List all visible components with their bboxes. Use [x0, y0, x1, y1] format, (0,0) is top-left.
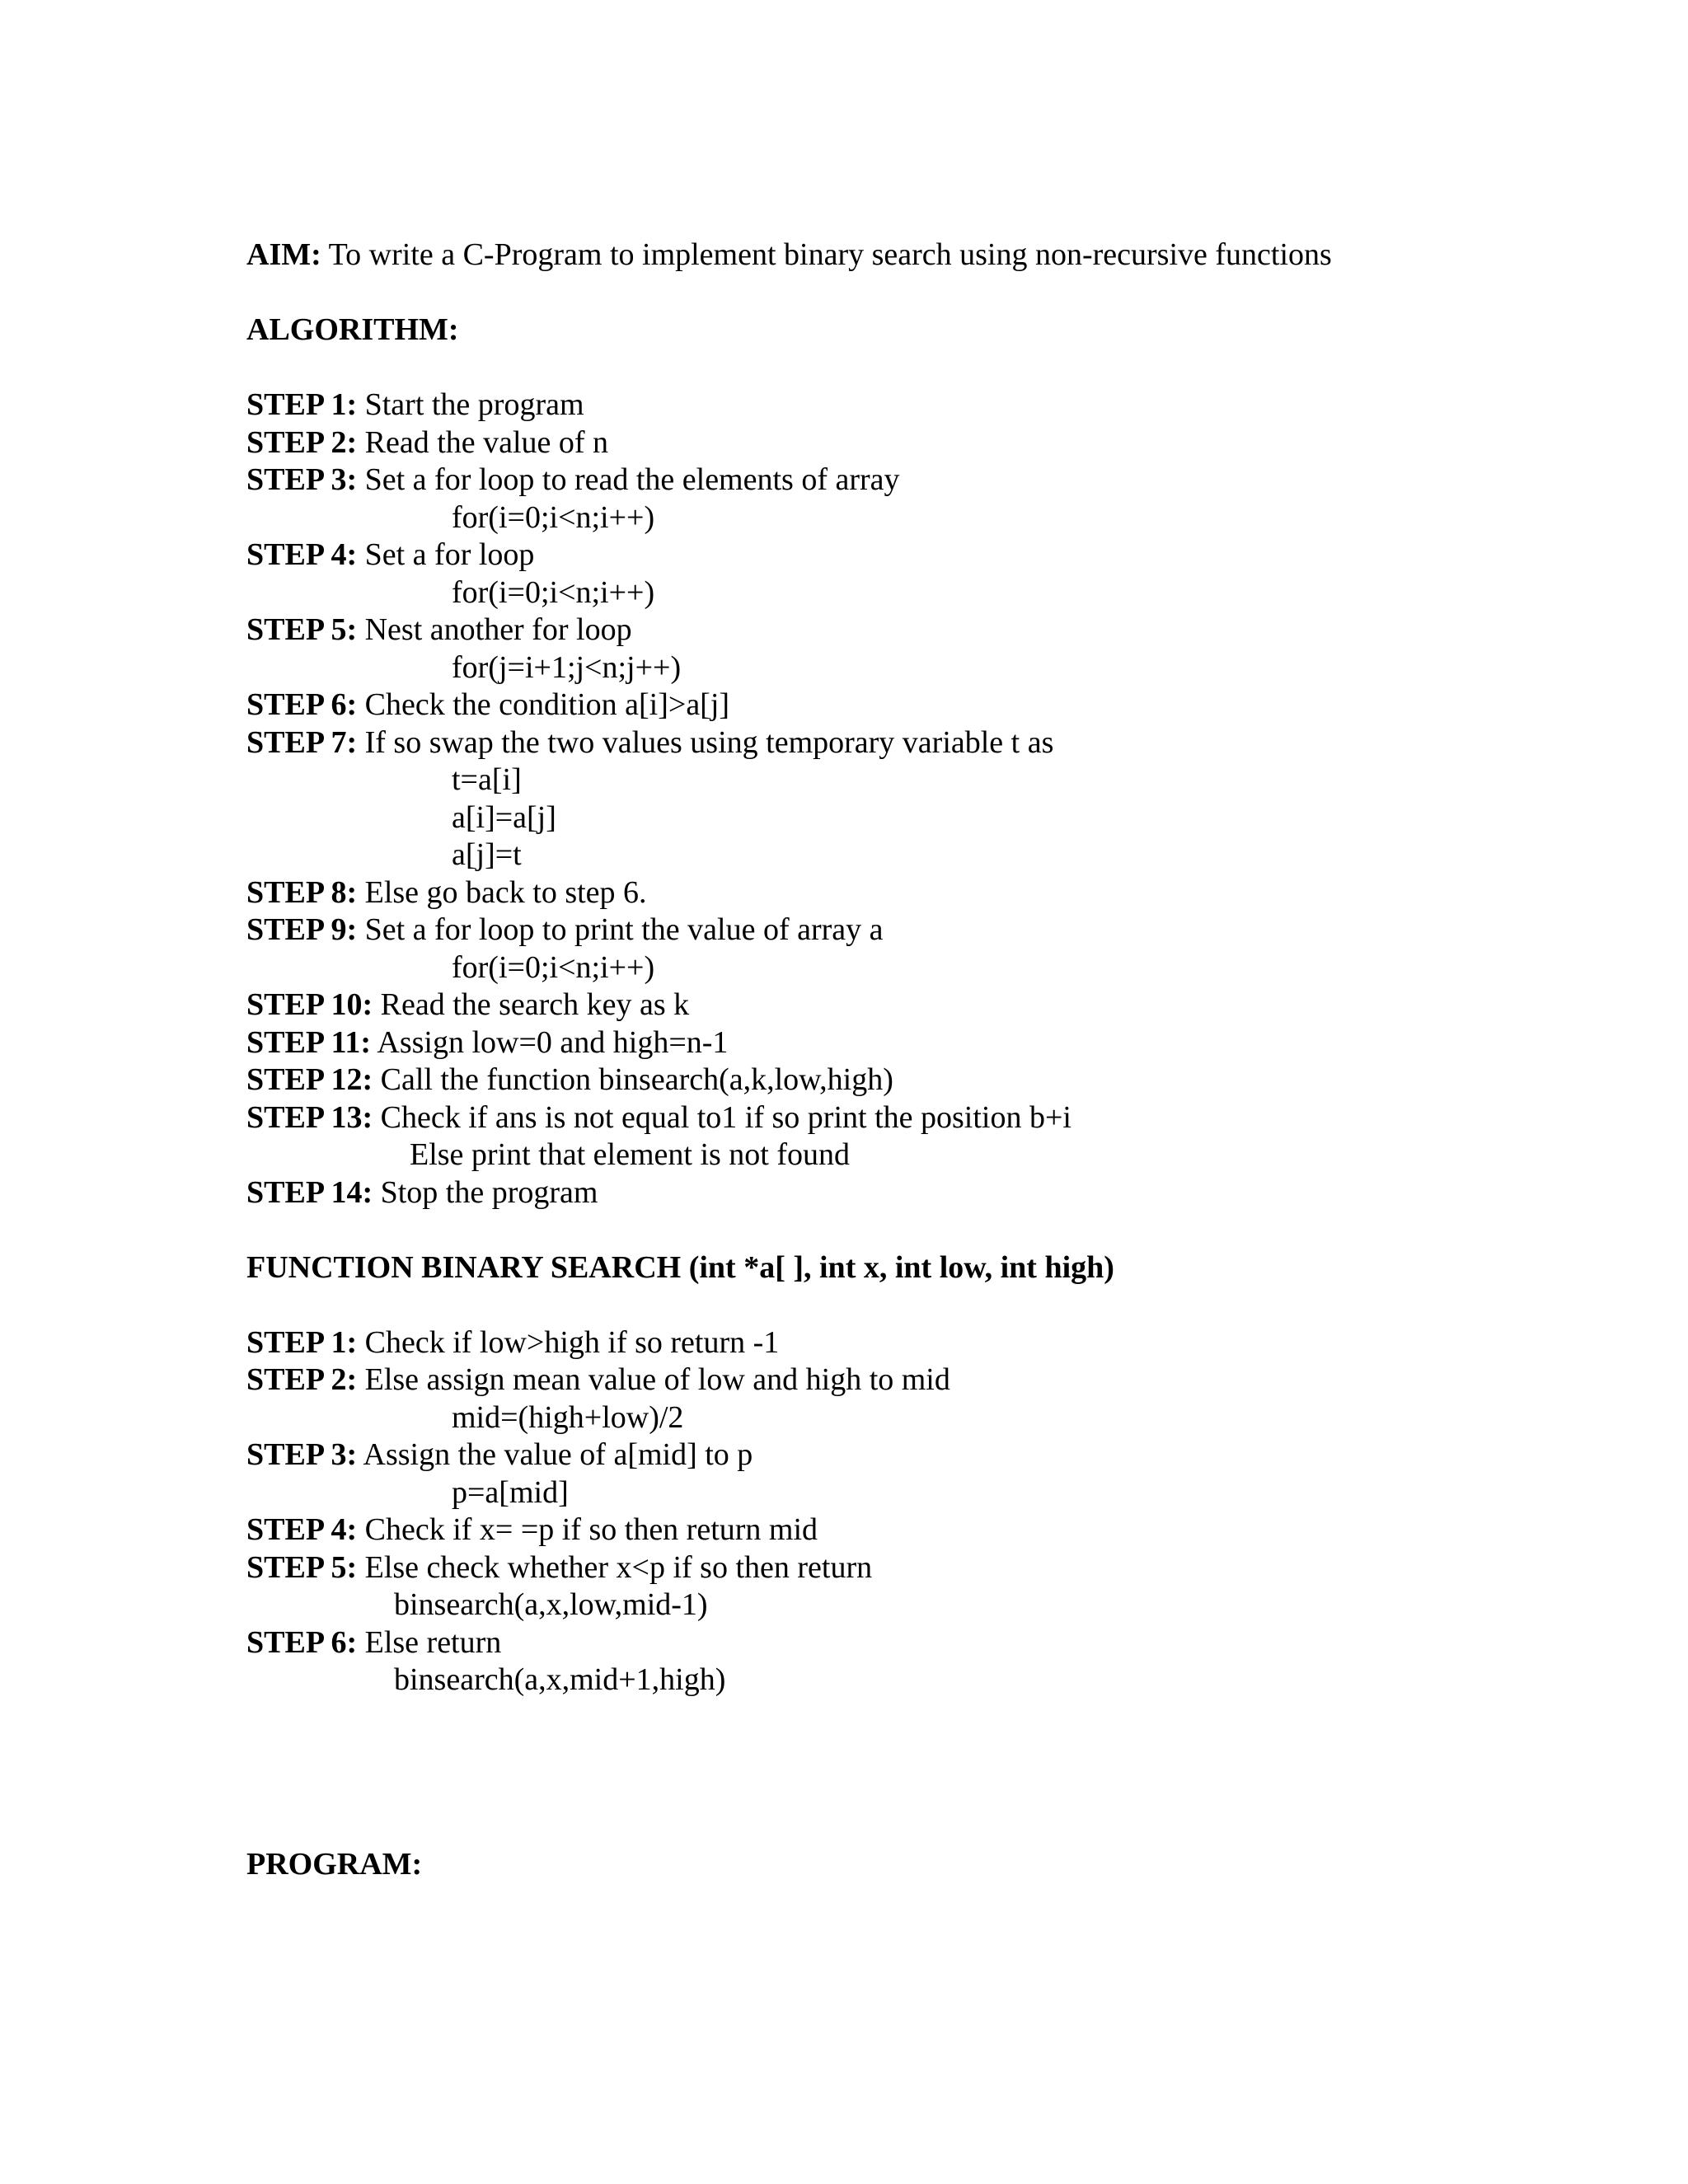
step-code: for(i=0;i<n;i++) — [452, 500, 655, 535]
step-text: Call the function binsearch(a,k,low,high) — [373, 1062, 893, 1097]
step-label: STEP 9: — [246, 912, 358, 947]
step-label: STEP 1: — [246, 387, 358, 422]
step-line — [246, 874, 647, 912]
function-step-line — [246, 1361, 950, 1399]
step-code: t=a[i] — [452, 762, 522, 797]
step-code: a[j]=t — [452, 837, 522, 872]
function-step-code: mid=(high+low)/2 — [452, 1400, 684, 1435]
step-label: STEP 3: — [246, 462, 358, 497]
step-text: If so swap the two values using temporary variable t as — [357, 725, 1054, 760]
aim-text: To write a C-Program to implement binary search using non-recursive functions — [321, 237, 1332, 272]
step-line — [246, 686, 729, 724]
function-step-label: STEP 4: — [246, 1512, 358, 1547]
function-step-text: Else check whether x<p if so then return — [357, 1550, 873, 1585]
step-line — [246, 1061, 893, 1099]
step-text: Set a for loop — [357, 537, 535, 572]
step-line — [246, 911, 884, 949]
step-code: Else print that element is not found — [410, 1137, 851, 1172]
step-label: STEP 6: — [246, 687, 358, 722]
function-step-line — [246, 1324, 779, 1361]
step-text: Set a for loop to print the value of array a — [357, 912, 884, 947]
function-step-label: STEP 3: — [246, 1437, 358, 1472]
function-step-line — [246, 1436, 753, 1474]
step-code: for(i=0;i<n;i++) — [452, 575, 655, 610]
step-text: Read the search key as k — [373, 987, 690, 1022]
step-line — [246, 986, 689, 1024]
step-label: STEP 2: — [246, 425, 358, 460]
step-text: Else go back to step 6. — [357, 875, 647, 910]
step-code: a[i]=a[j] — [452, 800, 556, 835]
function-step-code: binsearch(a,x,low,mid-1) — [394, 1587, 708, 1622]
step-label: STEP 13: — [246, 1100, 373, 1135]
step-line — [246, 1024, 728, 1062]
program-heading: PROGRAM: — [246, 1847, 423, 1882]
step-text: Stop the program — [373, 1175, 598, 1210]
algorithm-heading: ALGORITHM: — [246, 312, 459, 347]
aim-label: AIM: — [246, 237, 321, 272]
function-step-text: Check if x= =p if so then return mid — [357, 1512, 818, 1547]
step-line — [246, 724, 1053, 762]
function-heading: FUNCTION BINARY SEARCH (int *a[ ], int x, int low, int high) — [246, 1250, 1114, 1285]
function-step-line — [246, 1511, 818, 1549]
function-step-code: binsearch(a,x,mid+1,high) — [394, 1662, 726, 1697]
step-line — [246, 424, 608, 462]
step-text: Start the program — [357, 387, 584, 422]
function-step-text: Check if low>high if so return -1 — [357, 1325, 780, 1360]
step-line — [246, 1174, 598, 1212]
function-step-text: Assign the value of a[mid] to p — [357, 1437, 753, 1472]
step-text: Set a for loop to read the elements of array — [357, 462, 900, 497]
step-code: for(i=0;i<n;i++) — [452, 950, 655, 985]
function-step-code: p=a[mid] — [452, 1475, 569, 1510]
aim-line — [246, 236, 1332, 274]
step-text: Nest another for loop — [357, 612, 632, 647]
step-text: Check the condition a[i]>a[j] — [357, 687, 730, 722]
step-text: Check if ans is not equal to1 if so print the position b+i — [373, 1100, 1071, 1135]
step-line — [246, 461, 900, 499]
step-label: STEP 7: — [246, 725, 358, 760]
step-code: for(j=i+1;j<n;j++) — [452, 650, 682, 685]
step-line — [246, 1099, 1071, 1137]
step-label: STEP 10: — [246, 987, 373, 1022]
step-line — [246, 536, 534, 574]
step-text: Read the value of n — [357, 425, 609, 460]
step-label: STEP 14: — [246, 1175, 373, 1210]
function-step-line — [246, 1624, 501, 1661]
step-text: Assign low=0 and high=n-1 — [371, 1025, 729, 1060]
step-line — [246, 611, 632, 649]
function-step-text: Else return — [357, 1625, 502, 1660]
function-step-label: STEP 5: — [246, 1550, 358, 1585]
step-label: STEP 12: — [246, 1062, 373, 1097]
function-step-label: STEP 1: — [246, 1325, 358, 1360]
step-label: STEP 11: — [246, 1025, 371, 1060]
step-label: STEP 4: — [246, 537, 358, 572]
step-label: STEP 8: — [246, 875, 358, 910]
function-step-text: Else assign mean value of low and high to mid — [357, 1362, 950, 1397]
step-label: STEP 5: — [246, 612, 358, 647]
function-step-label: STEP 2: — [246, 1362, 358, 1397]
function-step-line — [246, 1549, 872, 1586]
function-step-label: STEP 6: — [246, 1625, 358, 1660]
step-line — [246, 386, 584, 424]
